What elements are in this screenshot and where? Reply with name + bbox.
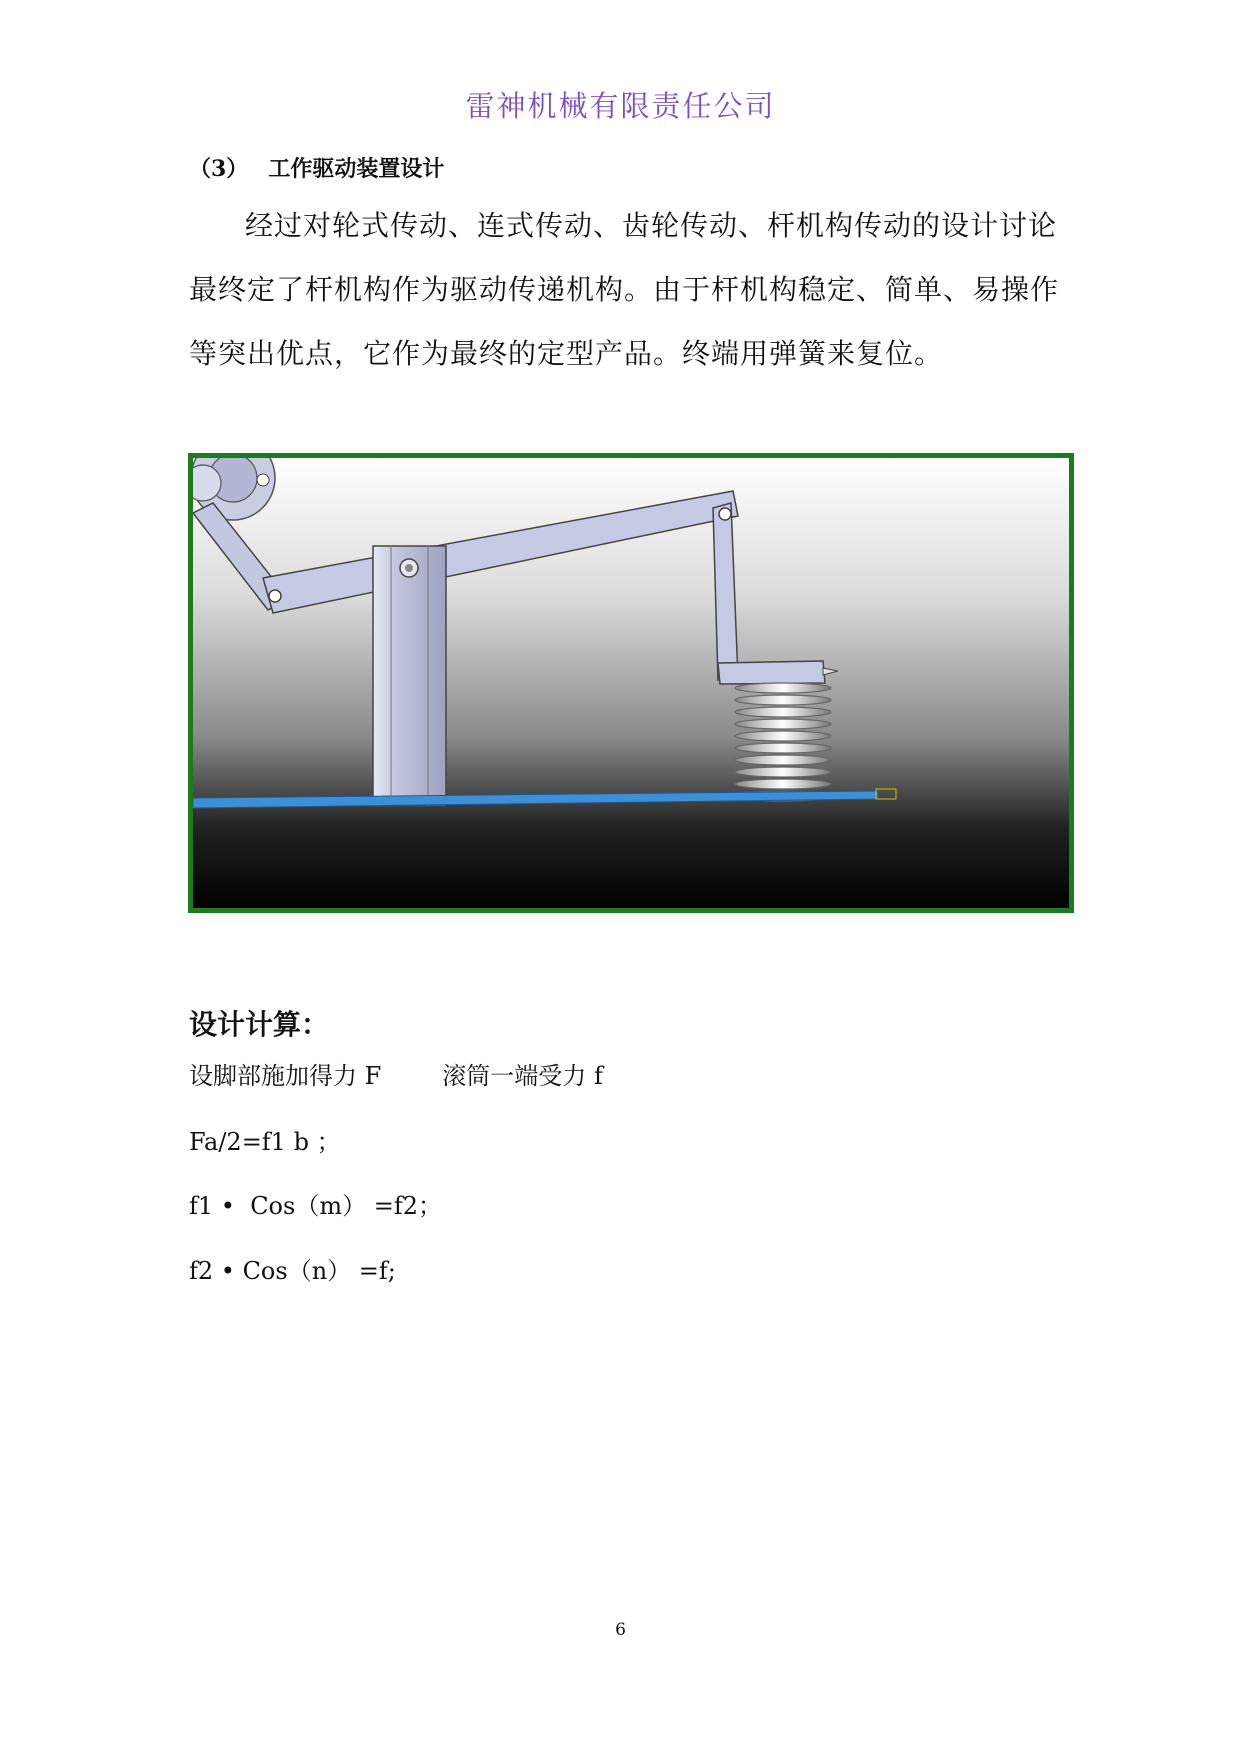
company-header: 雷神机械有限责任公司: [465, 89, 776, 123]
spring-pedal: [718, 661, 825, 684]
calc-line: Fa/2=f1 b ；: [189, 1128, 341, 1156]
page-number: 6: [615, 1620, 626, 1640]
calc-heading: 设计计算：: [189, 1008, 330, 1041]
body-paragraph: [189, 194, 1059, 386]
calc-line: 设脚部施加得力 F 滚筒一端受力 f: [189, 1062, 603, 1090]
section-title: 工作驱动装置设计: [268, 156, 445, 182]
lever-mechanism-render: [193, 458, 1069, 908]
section-heading: [189, 152, 444, 183]
mechanism-figure: [188, 453, 1074, 913]
calc-line: f1 • Cos（m） =f2；: [189, 1192, 442, 1220]
paragraph-text: 经过对轮式传动、连式传动、齿轮传动、杆机构传动的设计讨论最终定了杆机构作为驱动传递机构。由于杆机构稳定、简单、易操作等突出优点，它作为最终的定型产品。终端用弹簧来复位。: [189, 209, 1060, 370]
calc-line: f2 • Cos（n） =f;: [189, 1257, 396, 1285]
support-post: [373, 546, 446, 806]
section-number: （3）: [189, 156, 249, 182]
